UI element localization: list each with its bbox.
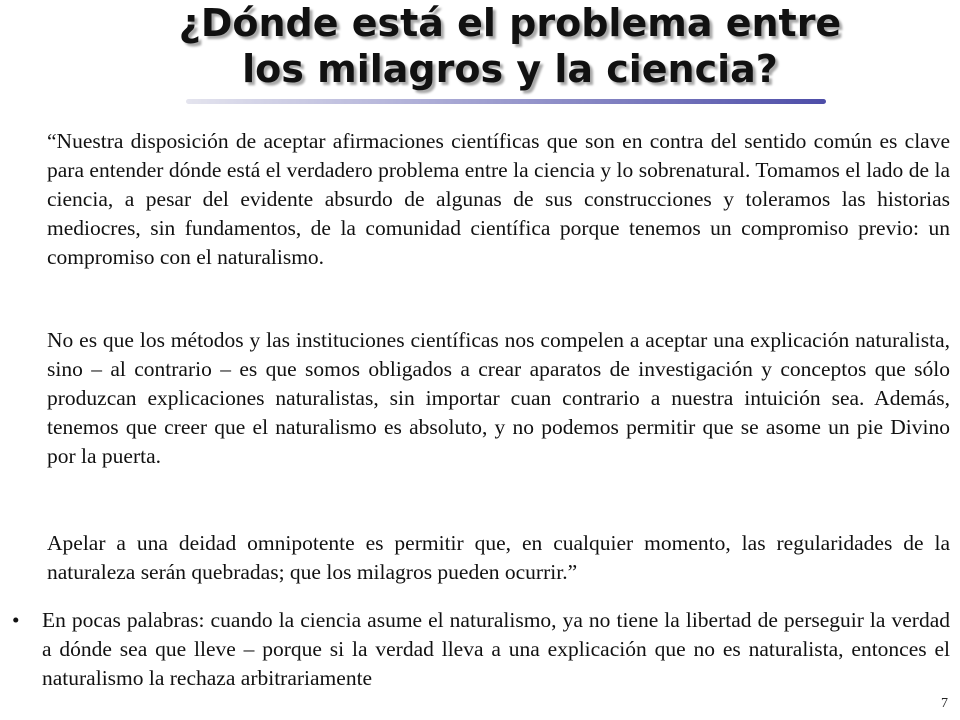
slide-title-line-1: ¿Dónde está el problema entre (178, 1, 842, 45)
slide-title (150, 0, 870, 92)
quote-paragraph-2: No es que los métodos y las instituciones científicas nos compelen a aceptar una explicación naturalista, sino – al contrario – es que somos obligados a crear aparatos de investigación y conceptos que sólo produzcan explicaciones naturalistas, sin importar cuan contrario a nuestra intuición sea. Además, tenemos que creer que el naturalismo es absoluto, y no podemos permitir que se asome un pie Divino por la puerta. (47, 328, 950, 468)
quote-paragraph-3: Apelar a una deidad omnipotente es permitir que, en cualquier momento, las regularidades de la naturaleza serán quebradas; que los milagros pueden ocurrir.” (47, 531, 950, 584)
quote-paragraph-1: “Nuestra disposición de aceptar afirmaciones científicas que son en contra del sentido común es clave para entender dónde está el verdadero problema entre la ciencia y lo sobrenatural. Tomamos el lado de la ciencia, a pesar del evidente absurdo de algunas de sus construcciones y toleramos las historias mediocres, sin fundamentos, de la comunidad científica porque tenemos un compromiso previo: un compromiso con el naturalismo. (47, 129, 950, 269)
title-underline (186, 99, 826, 104)
slide-title-line-2: los milagros y la ciencia? (242, 47, 778, 91)
page-number: 7 (941, 696, 948, 711)
bullet-text: En pocas palabras: cuando la ciencia asume el naturalismo, ya no tiene la libertad de perseguir la verdad a dónde sea que lleve – porque si la verdad lleva a una explicación que no es naturalista, entonces el naturalismo la rechaza arbitrariamente (42, 608, 950, 690)
bullet-dot-icon: • (12, 608, 20, 632)
